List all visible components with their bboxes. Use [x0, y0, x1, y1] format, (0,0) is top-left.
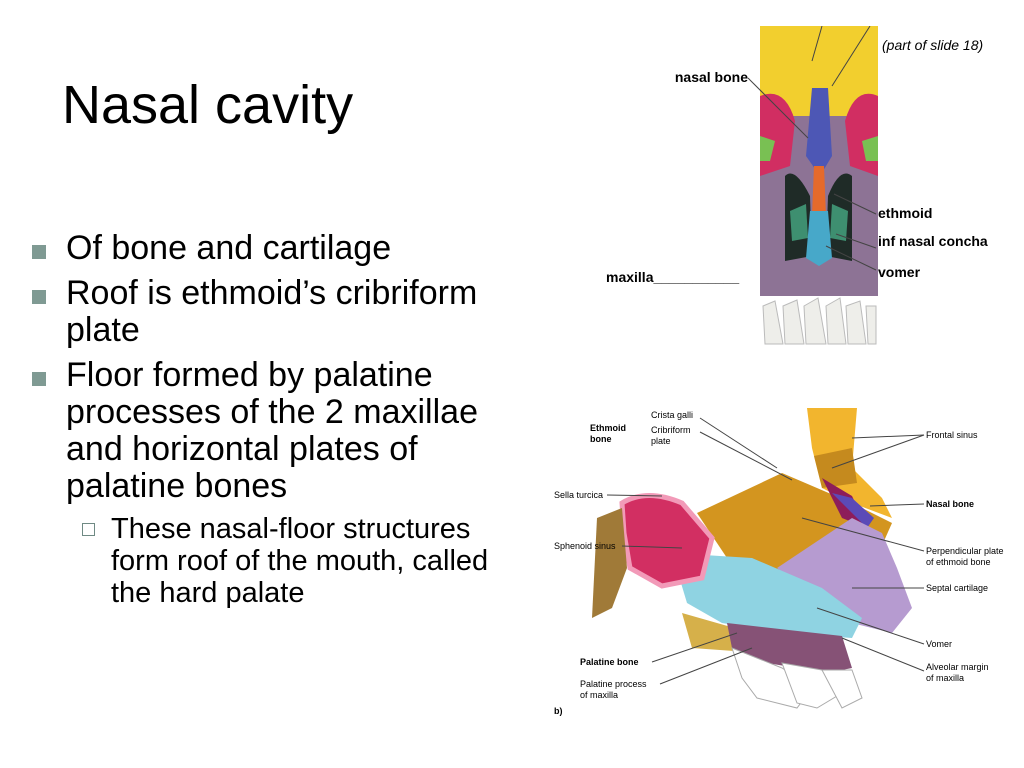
- label-palatine-process-line2: of maxilla: [580, 690, 619, 700]
- label-vomer: Vomer: [926, 639, 953, 649]
- label-sphenoid-sinus: Sphenoid sinus: [554, 541, 616, 551]
- label-maxilla: maxilla___________: [606, 269, 740, 285]
- nasal-septum-sagittal-figure: [552, 408, 1024, 720]
- sub-bullet-item: [66, 513, 510, 609]
- label-crista-galli: Crista galli: [651, 410, 694, 420]
- label-septal-cartilage: Septal cartilage: [926, 583, 989, 593]
- label-ethmoid-bone: Ethmoid: [590, 423, 626, 433]
- label-inf-nasal-concha: inf nasal concha: [878, 233, 988, 249]
- label-vomer: vomer: [878, 264, 921, 280]
- square-bullet-icon: [32, 290, 46, 304]
- label-nasal-bone: Nasal bone: [926, 499, 975, 509]
- panel-letter: b): [554, 706, 563, 716]
- square-bullet-icon: [32, 245, 46, 259]
- label-palatine-process: Palatine process: [580, 679, 647, 689]
- bullet-text: Roof is ethmoid’s cribriform plate: [66, 274, 478, 349]
- bullet-text: Of bone and cartilage: [66, 229, 392, 267]
- label-ethmoid: ethmoid: [878, 205, 933, 221]
- slide-reference-caption: (part of slide 18): [882, 37, 984, 53]
- label-perpendicular-plate: Perpendicular plate: [926, 546, 1004, 556]
- square-bullet-icon: [32, 372, 46, 386]
- label-sella-turcica: Sella turcica: [554, 490, 604, 500]
- label-alveolar-margin-line2: of maxilla: [926, 673, 965, 683]
- sub-bullet-list: [66, 513, 510, 609]
- label-perpendicular-plate-line2: of ethmoid bone: [926, 557, 991, 567]
- bullet-item: [30, 357, 510, 609]
- skull-anterior-figure: [600, 26, 1024, 356]
- sub-bullet-text: These nasal-floor structures form roof of the mouth, called the hard palate: [111, 513, 489, 609]
- bullet-item: [30, 230, 510, 267]
- label-palatine-bone: Palatine bone: [580, 657, 639, 667]
- bullet-text: Floor formed by palatine processes of the 2 maxillae and horizontal plates of palatine bones: [66, 356, 478, 505]
- label-cribriform-plate: Cribriform: [651, 425, 691, 435]
- hollow-square-bullet-icon: [82, 523, 95, 536]
- bullet-item: [30, 275, 510, 349]
- label-ethmoid-bone-line2: bone: [590, 434, 612, 444]
- label-cribriform-plate-line2: plate: [651, 436, 671, 446]
- label-alveolar-margin: Alveolar margin: [926, 662, 989, 672]
- slide-title: Nasal cavity: [62, 75, 354, 135]
- label-nasal-bone: nasal bone: [674, 69, 748, 85]
- sagittal-illustration: [592, 408, 924, 708]
- label-frontal-sinus: Frontal sinus: [926, 430, 978, 440]
- skull-illustration: [748, 26, 878, 346]
- bullet-list: [30, 230, 510, 617]
